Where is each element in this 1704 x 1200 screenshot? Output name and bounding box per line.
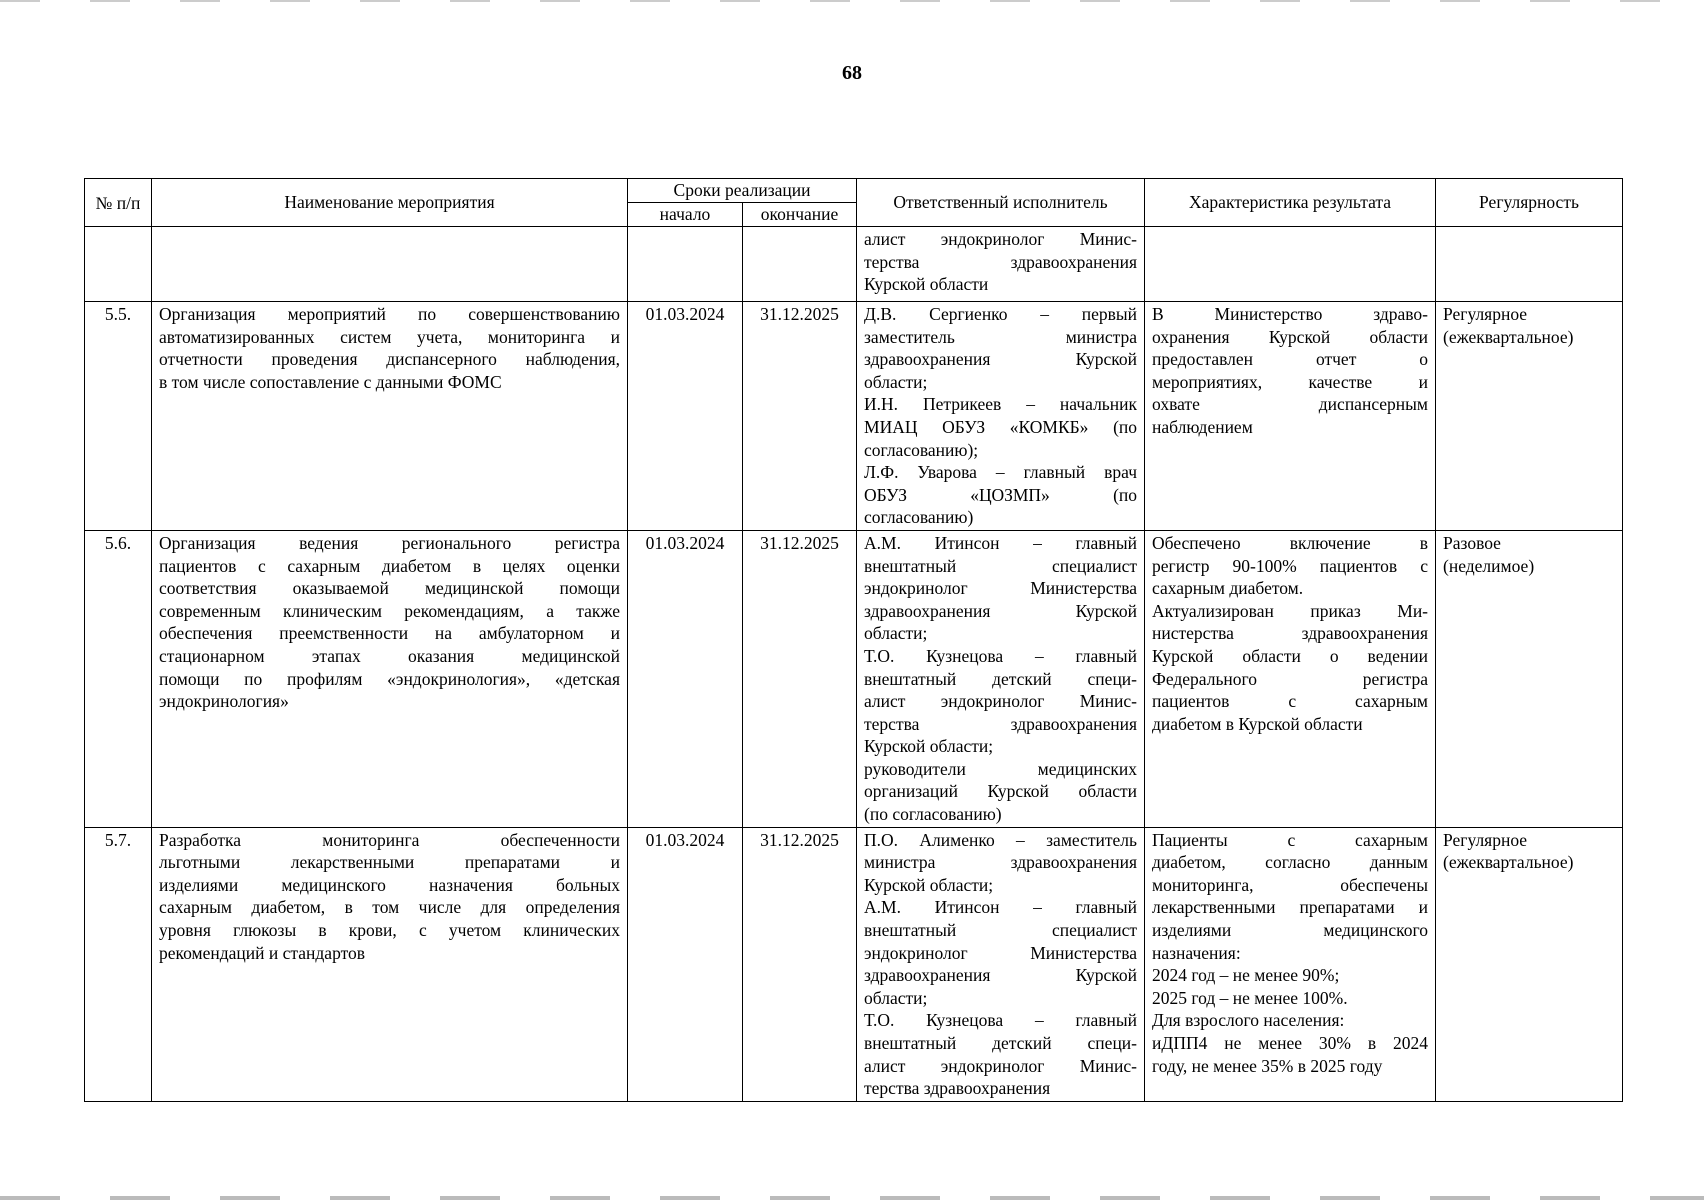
cell-line: здравоохранения Курской <box>864 600 1138 621</box>
cell-line: отчетности проведения диспансерного наблюдения, <box>159 349 620 370</box>
cell-line: Организация мероприятий по совершенствованию <box>159 304 620 324</box>
cell-line: регистр 90-100% пациентов с <box>1152 555 1429 576</box>
cell-line: мониторинга, обеспечены <box>1152 874 1429 895</box>
cell-line: Курской области <box>864 274 989 295</box>
cell-line: нистерства здравоохранения <box>1152 623 1429 644</box>
cell-line: Актуализирован приказ Ми- <box>1152 600 1429 621</box>
header-result: Характеристика результата <box>1145 179 1436 227</box>
scan-edge-top <box>0 0 1704 2</box>
cell-line: (по согласованию) <box>864 804 1002 825</box>
cell-num: 5.6. <box>85 530 152 827</box>
cell-start-date: 01.03.2024 <box>628 530 743 827</box>
table-row <box>85 827 1623 1101</box>
cell-line: Курской области; <box>864 874 994 895</box>
cell-line: охранения Курской области <box>1152 326 1429 347</box>
cell-line: Курской области; <box>864 736 994 757</box>
cell-line: Пациенты с сахарным <box>1152 829 1429 850</box>
cell-line: области; <box>864 371 928 392</box>
cell-line: году, не менее 35% в 2025 году <box>1152 1055 1383 1076</box>
cell-line: уровня глюкозы в крови, с учетом клинических <box>159 920 620 941</box>
cell-executor <box>857 227 1145 302</box>
cell-line: сахарным диабетом. <box>1152 578 1304 599</box>
cell-line: 2025 год – не менее 100%. <box>1152 987 1348 1008</box>
page-number: 68 <box>842 62 862 84</box>
cell-line: ОБУЗ «ЦОЗМП» (по <box>864 484 1138 505</box>
cell-line: пациентов с сахарным <box>1152 691 1429 712</box>
header-regularity: Регулярность <box>1436 179 1623 227</box>
cell-line: диабетом в Курской области <box>1152 713 1363 734</box>
cell-name <box>152 227 628 302</box>
cell-line: организаций Курской области <box>864 781 1138 802</box>
cell-line: А.М. Итинсон – главный <box>864 532 1138 553</box>
cell-line: обеспечения преемственности на амбулаторном и <box>159 623 620 644</box>
cell-line: льготными лекарственными препаратами и <box>159 852 620 873</box>
cell-result <box>1145 302 1436 531</box>
cell-line: охвате диспансерным <box>1152 394 1429 415</box>
cell-num: 5.7. <box>85 827 152 1101</box>
cell-line: области; <box>864 987 928 1008</box>
cell-start-date: 01.03.2024 <box>628 302 743 531</box>
header-period: Сроки реализации <box>628 179 857 203</box>
cell-result <box>1145 530 1436 827</box>
cell-line: Д.В. Сергиенко – первый <box>864 304 1138 324</box>
cell-line: заместитель министра <box>864 326 1138 347</box>
cell-line: эндокринология» <box>159 691 289 712</box>
cell-line: согласованию) <box>864 507 974 528</box>
table-row <box>85 530 1623 827</box>
cell-line: здравоохранения Курской <box>864 965 1138 986</box>
cell-line: эндокринолог Министерства <box>864 942 1138 963</box>
cell-regularity <box>1436 827 1623 1101</box>
cell-line: внештатный специалист <box>864 555 1138 576</box>
cell-regularity <box>1436 530 1623 827</box>
cell-line: внештатный специалист <box>864 920 1138 941</box>
header-name: Наименование мероприятия <box>152 179 628 227</box>
cell-line: мероприятиях, качестве и <box>1152 371 1429 392</box>
cell-name <box>152 530 628 827</box>
cell-line: И.Н. Петрикеев – начальник <box>864 394 1138 415</box>
table-header <box>85 179 1623 227</box>
cell-line: внештатный детский специ- <box>864 1033 1138 1053</box>
cell-line: терства здравоохранения <box>864 713 1138 734</box>
cell-line: стационарном этапах оказания медицинской <box>159 645 620 666</box>
cell-line: Т.О. Кузнецова – главный <box>864 1010 1138 1031</box>
cell-line: (ежеквартальное) <box>1443 852 1574 873</box>
cell-line: изделиями медицинского назначения больных <box>159 874 620 895</box>
cell-line: Регулярное <box>1443 829 1528 850</box>
cell-line: иДПП4 не менее 30% в 2024 <box>1152 1033 1429 1053</box>
cell-name <box>152 302 628 531</box>
cell-line: Т.О. Кузнецова – главный <box>864 645 1138 666</box>
cell-line: Л.Ф. Уварова – главный врач <box>864 462 1138 483</box>
cell-line: Обеспечено включение в <box>1152 532 1429 553</box>
cell-end-date: 31.12.2025 <box>743 302 857 531</box>
cell-line: МИАЦ ОБУЗ «КОМКБ» (по <box>864 416 1138 437</box>
cell-executor <box>857 302 1145 531</box>
header-end: окончание <box>743 203 857 227</box>
cell-line: Регулярное <box>1443 304 1528 324</box>
cell-line: лекарственными препаратами и <box>1152 897 1429 918</box>
cell-line: алист эндокринолог Минис- <box>864 1055 1138 1076</box>
cell-line: терства здравоохранения <box>864 251 1138 272</box>
cell-result <box>1145 827 1436 1101</box>
cell-executor <box>857 827 1145 1101</box>
cell-line: современным клиническим рекомендациям, а также <box>159 600 620 621</box>
cell-line: предоставлен отчет о <box>1152 349 1429 370</box>
cell-line: автоматизированных систем учета, мониторинга и <box>159 326 620 347</box>
cell-line: в том числе сопоставление с данными ФОМС <box>159 371 502 392</box>
cell-line: П.О. Алименко – заместитель <box>864 829 1138 850</box>
cell-line: назначения: <box>1152 942 1241 963</box>
cell-line: Курской области о ведении <box>1152 645 1429 666</box>
cell-line: эндокринолог Министерства <box>864 578 1138 599</box>
cell-line: Организация ведения регионального регистра <box>159 532 620 553</box>
cell-result <box>1145 227 1436 302</box>
cell-line: алист эндокринолог Минис- <box>864 691 1138 712</box>
table-body <box>85 227 1623 1102</box>
cell-line: А.М. Итинсон – главный <box>864 897 1138 918</box>
table-row <box>85 227 1623 302</box>
cell-start-date <box>628 227 743 302</box>
events-table <box>84 178 1623 1102</box>
cell-line: пациентов с сахарным диабетом в целях оценки <box>159 555 620 576</box>
header-start: начало <box>628 203 743 227</box>
cell-line: рекомендаций и стандартов <box>159 942 366 963</box>
cell-line: наблюдением <box>1152 416 1253 437</box>
cell-line: В Министерство здраво- <box>1152 304 1429 324</box>
cell-end-date: 31.12.2025 <box>743 827 857 1101</box>
cell-line: диабетом, согласно данным <box>1152 852 1429 873</box>
cell-regularity <box>1436 227 1623 302</box>
cell-line: области; <box>864 623 928 644</box>
cell-name <box>152 827 628 1101</box>
cell-line: Разовое <box>1443 532 1501 553</box>
cell-line: соответствия оказываемой медицинской помощи <box>159 578 620 599</box>
cell-line: изделиями медицинского <box>1152 920 1429 941</box>
cell-line: (ежеквартальное) <box>1443 326 1574 347</box>
cell-line: Разработка мониторинга обеспеченности <box>159 829 620 850</box>
cell-line: терства здравоохранения <box>864 1078 1051 1099</box>
cell-line: (неделимое) <box>1443 555 1535 576</box>
cell-end-date <box>743 227 857 302</box>
cell-executor <box>857 530 1145 827</box>
cell-line: согласованию); <box>864 439 979 460</box>
scan-edge-bottom <box>0 1196 1704 1200</box>
header-num: № п/п <box>85 179 152 227</box>
cell-line: руководители медицинских <box>864 758 1138 779</box>
cell-line: 2024 год – не менее 90%; <box>1152 965 1340 986</box>
cell-line: здравоохранения Курской <box>864 349 1138 370</box>
cell-line: министра здравоохранения <box>864 852 1138 873</box>
cell-line: внештатный детский специ- <box>864 668 1138 689</box>
cell-end-date: 31.12.2025 <box>743 530 857 827</box>
cell-line: Для взрослого населения: <box>1152 1010 1345 1031</box>
cell-line: помощи по профилям «эндокринология», «детская <box>159 668 620 689</box>
cell-line: Федерального регистра <box>1152 668 1429 689</box>
cell-num: 5.5. <box>85 302 152 531</box>
cell-num <box>85 227 152 302</box>
cell-start-date: 01.03.2024 <box>628 827 743 1101</box>
cell-line: алист эндокринолог Минис- <box>864 229 1138 249</box>
header-executor: Ответственный исполнитель <box>857 179 1145 227</box>
cell-regularity <box>1436 302 1623 531</box>
cell-line: сахарным диабетом, в том числе для определения <box>159 897 620 918</box>
table-row <box>85 302 1623 531</box>
